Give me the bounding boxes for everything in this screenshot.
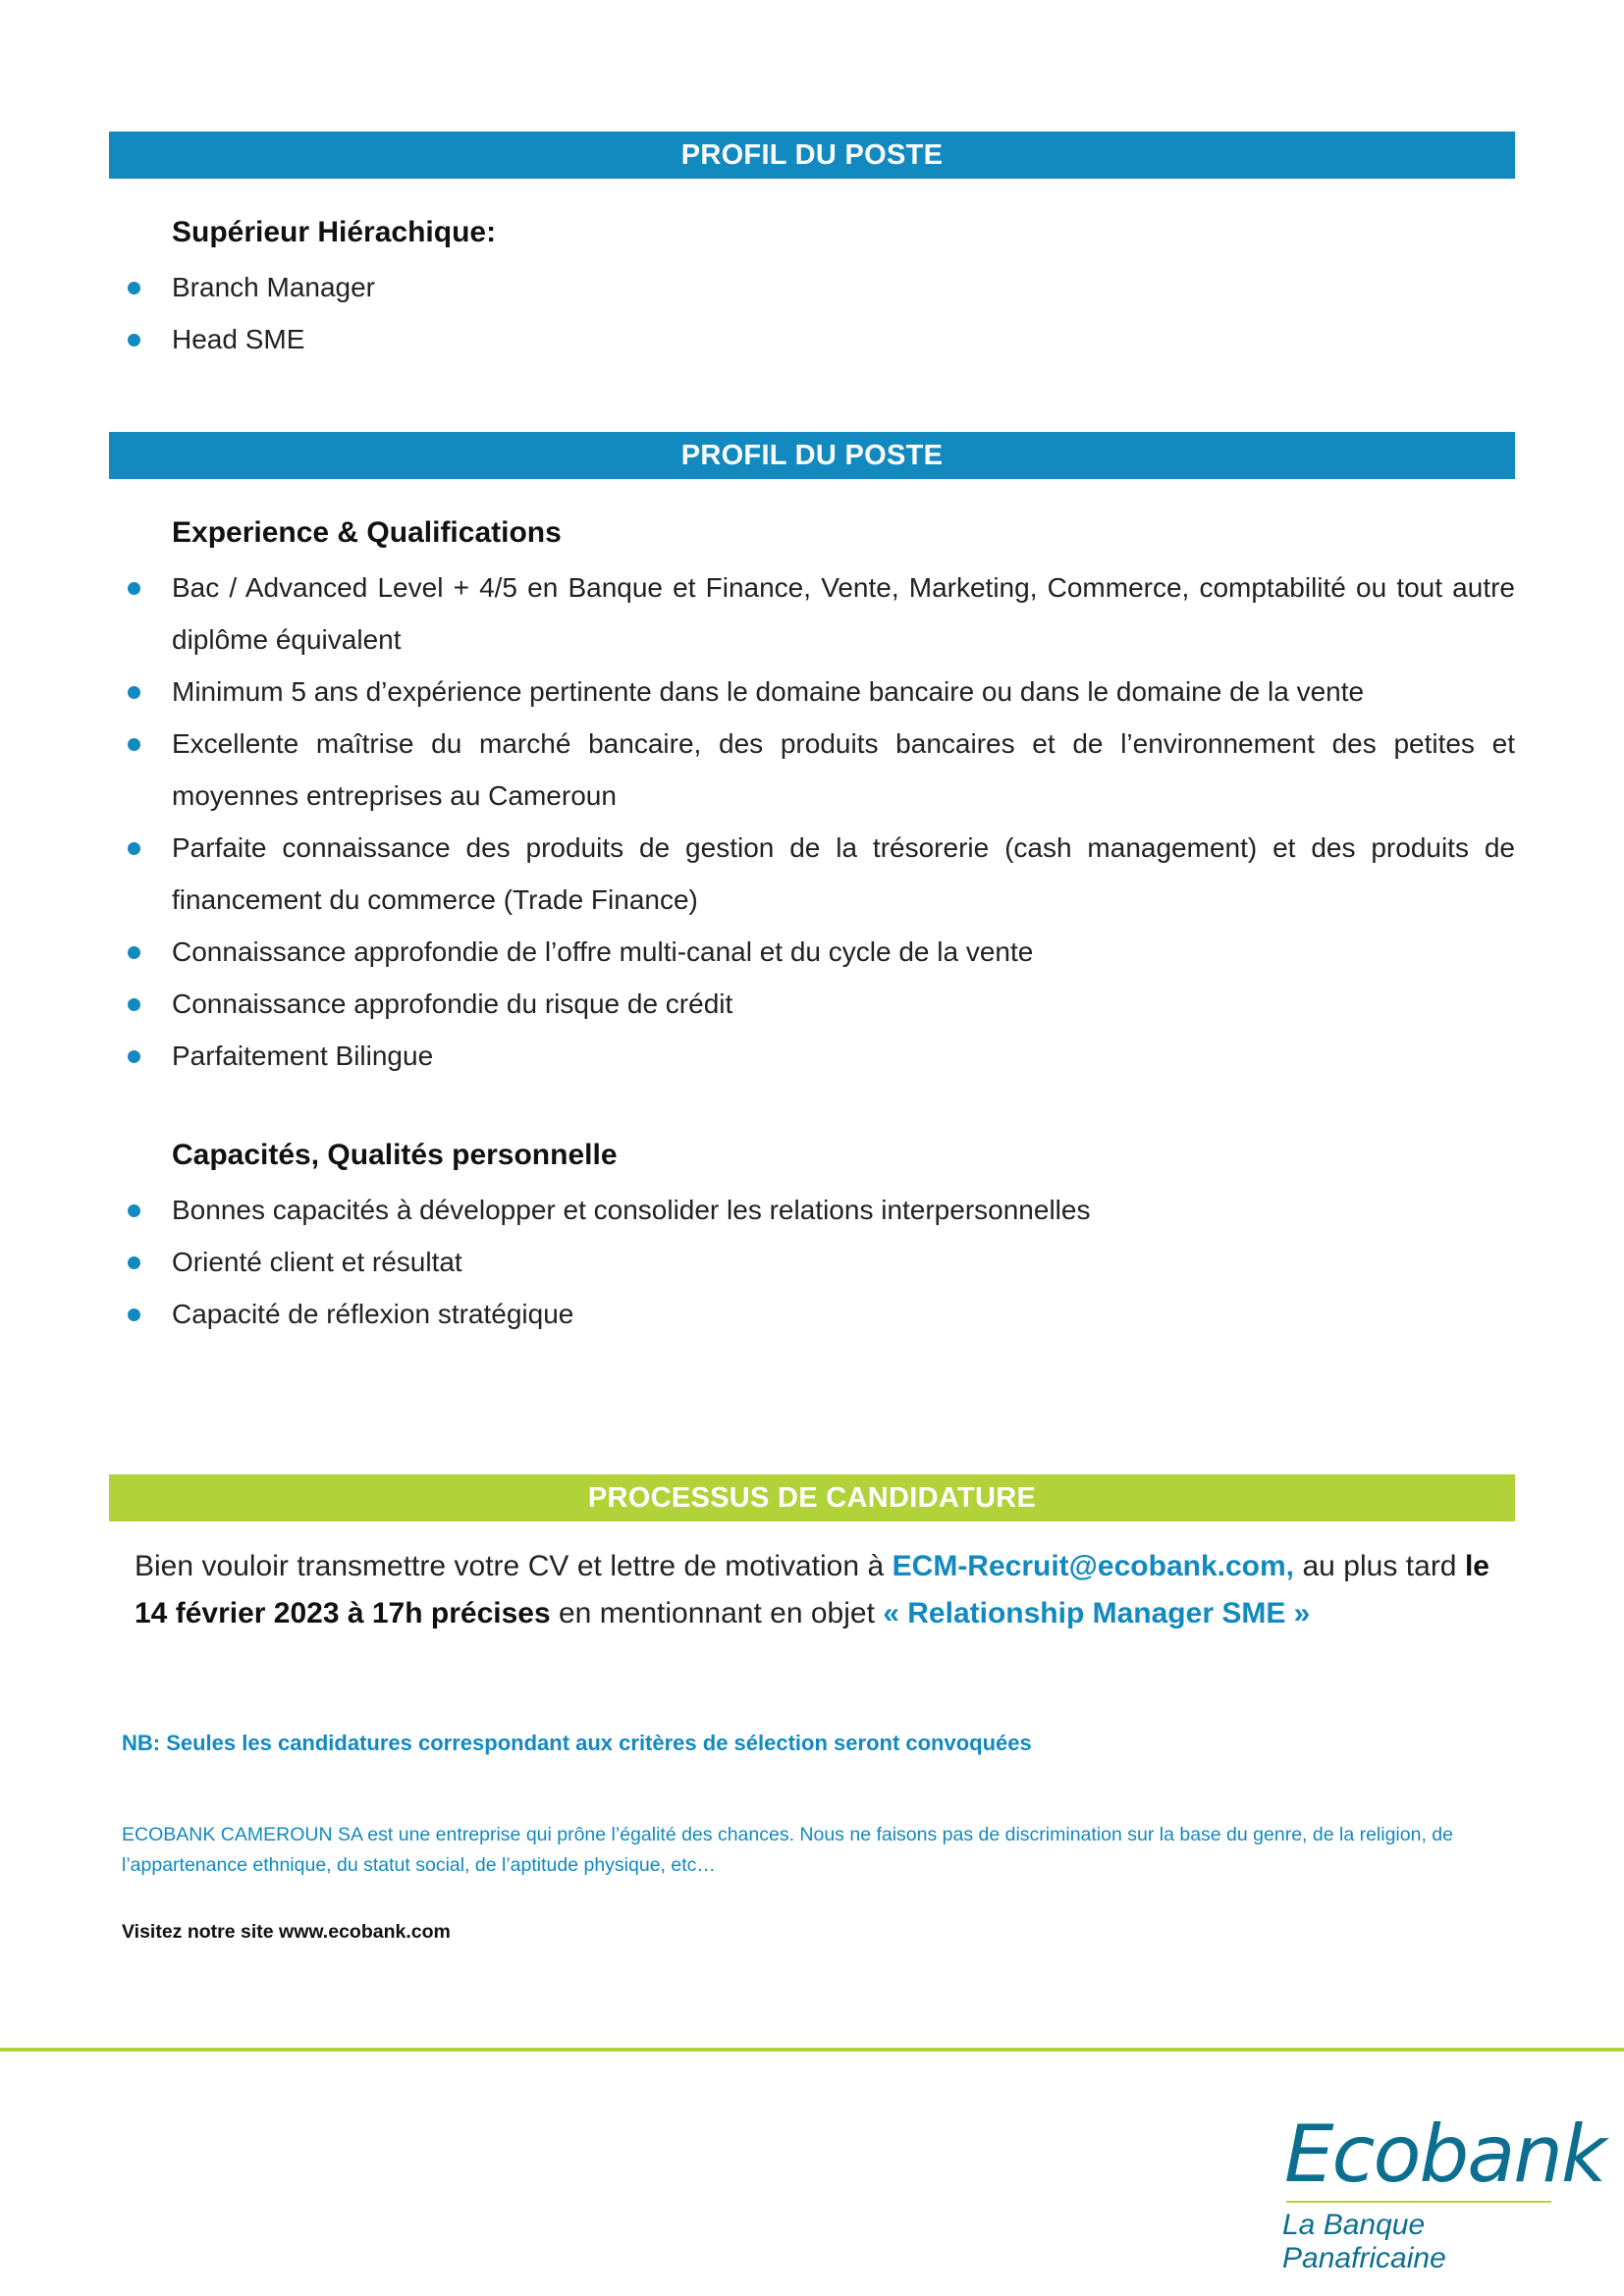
list-item: Connaissance approfondie de l’offre multi-canal et du cycle de la vente <box>116 926 1515 978</box>
section-banner-profil-2: PROFIL DU POSTE <box>109 432 1515 479</box>
bullet-icon <box>128 1050 140 1063</box>
list-item: Head SME <box>116 313 1515 365</box>
bullet-icon <box>128 334 140 347</box>
capacites-title: Capacités, Qualités personnelle <box>172 1139 618 1171</box>
bullet-icon <box>128 1308 140 1321</box>
recruit-email-link[interactable]: ECM-Recruit@ecobank.com, <box>892 1550 1294 1582</box>
bullet-icon <box>128 1204 140 1217</box>
footer-divider <box>0 2048 1624 2052</box>
list-item: Bonnes capacités à développer et consolider les relations interpersonnelles <box>116 1184 1515 1236</box>
website-link[interactable]: Visitez notre site www.ecobank.com <box>122 1921 451 1943</box>
list-item: Orienté client et résultat <box>116 1236 1515 1288</box>
deadline: le 14 février 2023 à 17h précises <box>135 1550 1489 1629</box>
list-item: Excellente maîtrise du marché bancaire, des produits bancaires et de l’environnement des petites et moyennes entreprises au Cameroun <box>116 718 1515 822</box>
bullet-icon <box>128 842 140 855</box>
section-banner-profil-1: PROFIL DU POSTE <box>109 132 1515 179</box>
subject-line: « Relationship Manager SME » <box>883 1597 1311 1629</box>
nb-note: NB: Seules les candidatures correspondant aux critères de sélection seront convoquées <box>122 1731 1032 1755</box>
logo-tagline: La Banque Panafricaine <box>1282 2209 1446 2274</box>
list-item: Bac / Advanced Level + 4/5 en Banque et Finance, Vente, Marketing, Commerce, comptabilité ou tout autre diplôme équivalent <box>116 561 1515 666</box>
experience-title: Experience & Qualifications <box>172 516 562 549</box>
bullet-icon <box>128 282 140 294</box>
bullet-icon <box>128 582 140 595</box>
bullet-icon <box>128 998 140 1011</box>
list-item: Parfaite connaissance des produits de gestion de la trésorerie (cash management) et des produits de financement du commerce (Trade Finance) <box>116 822 1515 926</box>
logo-wordmark: Ecobank <box>1284 2109 1605 2200</box>
logo-underline <box>1286 2201 1551 2203</box>
bullet-icon <box>128 686 140 699</box>
equal-opportunity-disclaimer: ECOBANK CAMEROUN SA est une entreprise qui prône l’égalité des chances. Nous ne faisons pas de discrimination sur la base du genre, de la religion, de l’appartenance ethnique, du statut social, de l’aptitude physique, etc… <box>122 1824 1453 1876</box>
list-item: Branch Manager <box>116 261 1515 313</box>
experience-list <box>116 561 1515 1082</box>
list-item: Parfaitement Bilingue <box>116 1030 1515 1082</box>
list-item: Minimum 5 ans d’expérience pertinente dans le domaine bancaire ou dans le domaine de la vente <box>116 666 1515 718</box>
bullet-icon <box>128 1256 140 1269</box>
ecobank-logo <box>1276 2109 1605 2274</box>
bullet-icon <box>128 738 140 751</box>
list-item: Capacité de réflexion stratégique <box>116 1288 1515 1340</box>
bullet-icon <box>128 946 140 959</box>
superieur-list <box>116 261 1515 365</box>
superieur-title: Supérieur Hiérachique: <box>172 216 497 248</box>
section-banner-processus: PROCESSUS DE CANDIDATURE <box>109 1474 1515 1522</box>
capacites-list <box>116 1184 1515 1340</box>
list-item: Connaissance approfondie du risque de crédit <box>116 978 1515 1030</box>
application-instructions: Bien vouloir transmettre votre CV et lettre de motivation à ECM-Recruit@ecobank.com, au plus tard le 14 février 2023 à 17h précises en mentionnant en objet « Relationship Manager SME » <box>135 1550 1489 1629</box>
